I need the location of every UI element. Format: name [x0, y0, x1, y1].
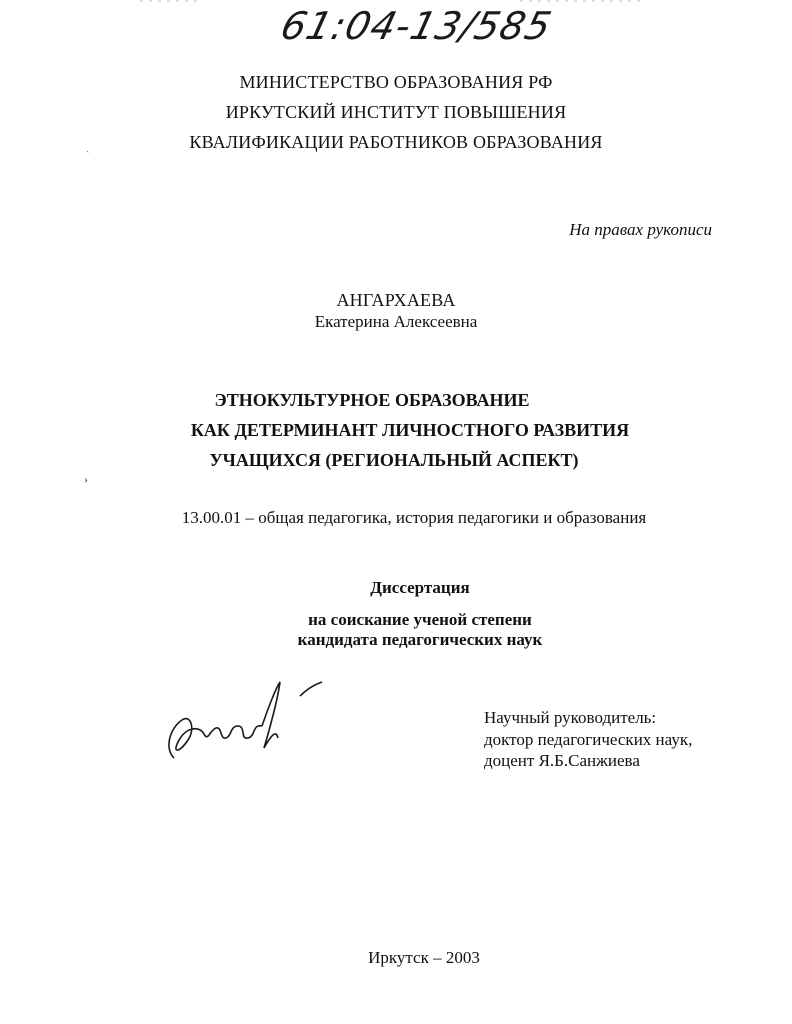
- manuscript-rights-note: На правах рукописи: [569, 220, 712, 239]
- thesis-title-line-1: ЭТНОКУЛЬТУРНОЕ ОБРАЗОВАНИЕ: [214, 390, 530, 410]
- supervisor-degree: доктор педагогических наук,: [484, 730, 693, 749]
- ministry-line: МИНИСТЕРСТВО ОБРАЗОВАНИЯ РФ: [239, 72, 553, 92]
- thesis-title-line-3: УЧАЩИХСЯ (РЕГИОНАЛЬНЫЙ АСПЕКТ): [209, 450, 579, 470]
- scan-speck-left-top: ˎ: [86, 142, 90, 153]
- scan-speck-left-mid: ›: [84, 472, 88, 486]
- institute-line-1: ИРКУТСКИЙ ИНСТИТУТ ПОВЫШЕНИЯ: [225, 102, 567, 122]
- thesis-title-line-2: КАК ДЕТЕРМИНАНТ ЛИЧНОСТНОГО РАЗВИТИЯ: [190, 420, 630, 440]
- supervisor-label: Научный руководитель:: [484, 708, 657, 727]
- degree-purpose-line-1: на соискание ученой степени: [308, 610, 532, 629]
- institute-line-2: КВАЛИФИКАЦИИ РАБОТНИКОВ ОБРАЗОВАНИЯ: [189, 132, 603, 152]
- author-given-names: Екатерина Алексеевна: [314, 312, 478, 331]
- supervisor-name: доцент Я.Б.Санжиева: [484, 751, 640, 770]
- city-year: Иркутск – 2003: [368, 948, 480, 967]
- author-surname: АНГАРХАЕВА: [336, 290, 456, 310]
- degree-purpose-line-2: кандидата педагогических наук: [297, 630, 543, 649]
- specialty-code: 13.00.01 – общая педагогика, история педагогики и образования: [181, 508, 647, 527]
- archive-code-handwritten: 61:04-13/585: [276, 4, 557, 48]
- dissertation-label: Диссертация: [370, 578, 470, 597]
- author-signature: [160, 668, 340, 768]
